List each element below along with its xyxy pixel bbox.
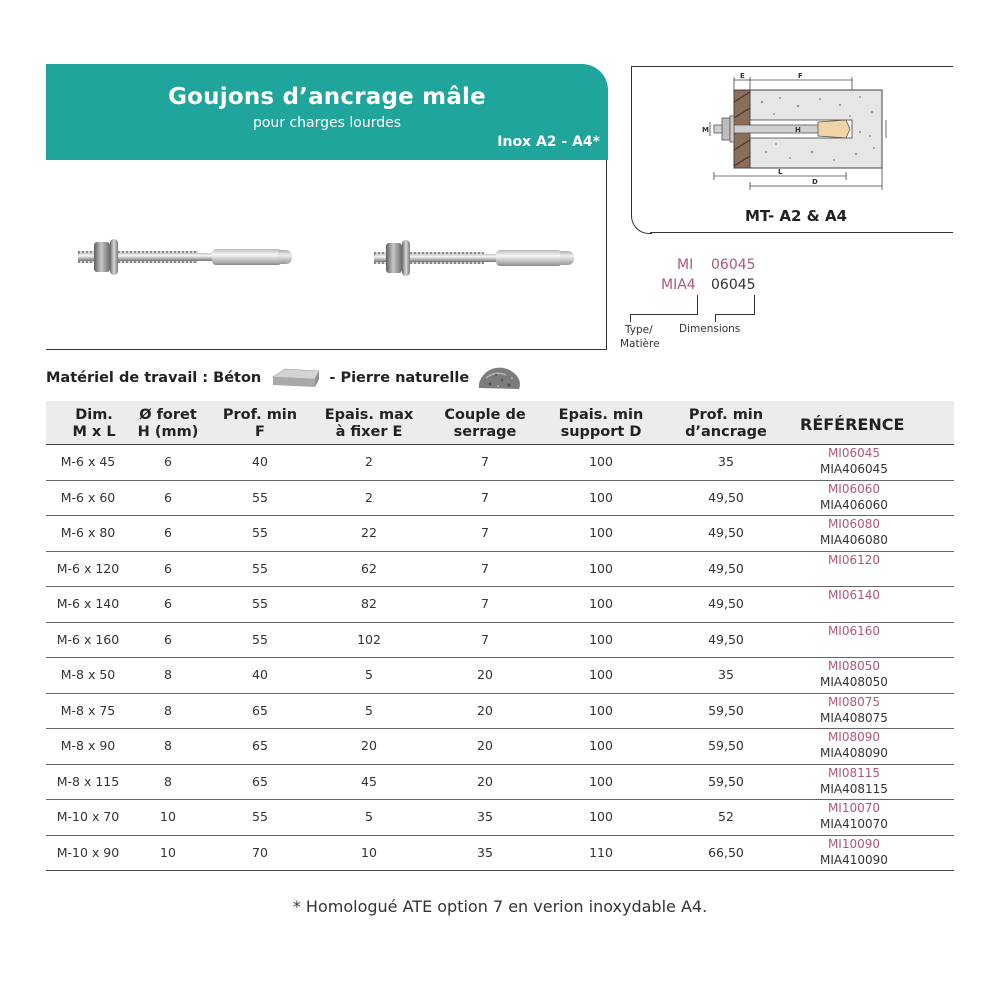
cell-epais-min: 100 [589,560,613,576]
reference-a2: MI06080 [827,517,881,531]
cell-epais-min: 100 [589,809,613,824]
cell-foret: 8 [164,667,172,682]
page-title: Goujons d’ancrage mâle [168,84,486,110]
cell-prof-ancrage: 49,50 [708,596,744,611]
svg-text:F: F [798,72,803,80]
cell-reference [784,481,924,516]
table-row [46,445,954,481]
product-table [46,401,954,871]
reference-a4: MIA406045 [820,462,888,476]
concrete-slab-icon [269,367,321,389]
cell-couple: 20 [477,702,493,718]
cell-prof-min: 70 [252,844,268,860]
cell-epais-max: 2 [365,489,373,505]
cell-prof-ancrage: 35 [718,454,734,469]
cell-prof-min: 55 [252,525,268,540]
cell-reference [784,623,924,658]
cell-couple: 7 [481,489,489,505]
cell-epais-min: 100 [589,596,613,611]
cell-couple: 20 [477,667,493,682]
cell-reference [784,765,924,800]
col-header-prof-min: Prof. min F [222,407,298,440]
table-row [46,800,954,836]
cell-foret: 8 [164,773,172,789]
installation-diagram [700,72,890,197]
table-row [46,765,954,801]
cell-couple: 20 [477,738,493,753]
table-row [46,587,954,623]
diagram-caption: MT- A2 & A4 [744,207,848,225]
svg-text:M: M [702,126,709,134]
cell-foret: 6 [164,596,172,611]
cell-couple: 35 [477,844,493,860]
table-row [46,836,954,872]
cell-dim: M-8 x 50 [60,667,116,682]
svg-text:D: D [812,178,818,186]
cell-prof-ancrage: 35 [718,667,734,682]
anchor-bolt-image [374,243,574,273]
cell-couple: 7 [481,454,489,469]
cell-epais-min: 100 [589,738,613,753]
cell-reference [784,836,924,871]
cell-prof-min: 55 [252,560,268,576]
anchor-bolt-image [78,242,292,272]
cell-prof-ancrage: 49,50 [708,489,744,505]
cell-epais-max: 20 [361,738,377,753]
cell-dim: M-6 x 140 [56,596,120,611]
cell-couple: 20 [477,773,493,789]
stone-label: - Pierre naturelle [329,370,470,386]
cell-dim: M-10 x 90 [56,844,120,860]
cell-prof-min: 40 [252,454,268,469]
cell-reference [784,445,924,480]
svg-text:E: E [740,72,745,80]
table-body [46,445,954,871]
footnote: * Homologué ATE option 7 en verion inoxydable A4. [292,897,708,916]
work-material [46,364,522,386]
table-row [46,516,954,552]
cell-reference [784,587,924,622]
cell-epais-max: 10 [361,844,377,860]
divider [631,214,652,234]
reference-a4: MIA408115 [820,781,888,796]
cell-prof-ancrage: 49,50 [708,631,744,647]
page-subtitle: pour charges lourdes [252,115,402,131]
cell-dim: M-6 x 45 [60,454,116,469]
reference-a2: MI06060 [827,481,881,496]
cell-foret: 8 [164,702,172,718]
cell-dim: M-8 x 115 [56,773,120,789]
cell-prof-min: 55 [252,596,268,611]
cell-epais-max: 45 [361,773,377,789]
cell-couple: 7 [481,631,489,647]
cell-prof-ancrage: 66,50 [708,844,744,860]
cell-couple: 35 [477,809,493,824]
cell-prof-min: 55 [252,631,268,647]
cell-reference [784,658,924,693]
legend-dim-1: 06045 [711,257,756,273]
col-header-foret: Ø foret H (mm) [137,407,199,440]
col-header-epais-max: Epais. max à fixer E [324,407,414,440]
reference-a4: MIA410070 [820,817,888,831]
cell-couple: 7 [481,560,489,576]
divider [650,232,953,233]
table-header [46,401,954,445]
cell-epais-min: 100 [589,667,613,682]
svg-text:H: H [795,126,801,134]
cell-epais-max: 22 [361,525,377,540]
cell-prof-ancrage: 52 [718,809,734,824]
reference-a2: MI08090 [827,730,881,744]
cell-epais-min: 100 [589,631,613,647]
reference-a2: MI06140 [827,588,881,602]
reference-legend [610,254,770,354]
divider [46,349,607,350]
reference-a2: MI10090 [827,836,881,851]
cell-epais-min: 100 [589,525,613,540]
cell-epais-min: 110 [589,844,613,860]
table-row [46,729,954,765]
table-row [46,658,954,694]
col-header-reference: RÉFÉRENCE [800,415,905,434]
cell-foret: 6 [164,525,172,540]
cell-epais-max: 5 [365,809,373,824]
svg-text:L: L [778,168,783,176]
cell-epais-max: 2 [365,454,373,469]
table-row [46,694,954,730]
reference-a4: MIA410090 [820,852,888,867]
reference-a4: MIA408090 [820,746,888,760]
cell-prof-ancrage: 59,50 [708,738,744,753]
cell-dim: M-6 x 120 [56,560,120,576]
reference-a2: MI06160 [827,623,881,638]
cell-dim: M-6 x 160 [56,631,120,647]
cell-foret: 10 [160,844,176,860]
table-row [46,552,954,588]
cell-prof-min: 55 [252,489,268,505]
cell-epais-max: 5 [365,667,373,682]
cell-reference [784,552,924,587]
reference-a2: MI06120 [827,552,881,567]
cell-prof-min: 55 [252,809,268,824]
reference-a2: MI08075 [827,694,881,709]
cell-foret: 6 [164,454,172,469]
reference-a4: MIA406080 [820,533,888,547]
cell-epais-min: 100 [589,489,613,505]
table-row [46,623,954,659]
cell-prof-min: 65 [252,773,268,789]
cell-epais-max: 62 [361,560,377,576]
divider [631,66,632,216]
cell-prof-min: 65 [252,702,268,718]
cell-reference [784,729,924,764]
legend-type-2: MIA4 [661,277,696,293]
cell-couple: 7 [481,525,489,540]
reference-a4: MIA408050 [820,675,888,689]
col-header-couple: Couple de serrage [444,407,526,440]
cell-epais-min: 100 [589,702,613,718]
cell-prof-min: 65 [252,738,268,753]
cell-prof-min: 40 [252,667,268,682]
divider [631,66,953,67]
header-banner [46,64,608,160]
material-label: Matériel de travail : Béton [46,370,262,386]
table-row [46,481,954,517]
cell-epais-max: 5 [365,702,373,718]
cell-dim: M-10 x 70 [56,809,120,824]
cell-foret: 6 [164,489,172,505]
cell-epais-max: 82 [361,596,377,611]
legend-type-label: Type/ [625,324,653,336]
natural-stone-icon [476,364,522,392]
reference-a2: MI10070 [827,801,881,815]
legend-material-label: Matière [620,338,660,350]
cell-epais-min: 100 [589,454,613,469]
reference-a4: MIA408075 [820,710,888,725]
material-grade: Inox A2 - A4* [497,134,600,150]
reference-a4: MIA406060 [820,497,888,512]
cell-foret: 6 [164,631,172,647]
col-header-epais-min: Epais. min support D [558,407,644,440]
cell-prof-ancrage: 59,50 [708,702,744,718]
cell-dim: M-6 x 60 [60,489,116,505]
cell-dim: M-6 x 80 [60,525,116,540]
cell-foret: 10 [160,809,176,824]
cell-prof-ancrage: 49,50 [708,525,744,540]
cell-epais-min: 100 [589,773,613,789]
cell-prof-ancrage: 59,50 [708,773,744,789]
cell-reference [784,516,924,551]
reference-a2: MI06045 [827,446,881,460]
reference-a2: MI08115 [827,765,881,780]
cell-reference [784,694,924,729]
cell-prof-ancrage: 49,50 [708,560,744,576]
divider [606,160,607,350]
cell-epais-max: 102 [357,631,381,647]
cell-foret: 6 [164,560,172,576]
legend-dimensions-label: Dimensions [679,323,741,335]
cell-dim: M-8 x 90 [60,738,116,753]
cell-reference [784,800,924,835]
legend-type-1: MI [677,257,694,273]
legend-dim-2: 06045 [711,277,756,293]
cell-dim: M-8 x 75 [60,702,116,718]
cell-foret: 8 [164,738,172,753]
cell-couple: 7 [481,596,489,611]
col-header-dim: Dim. M x L [72,407,116,440]
reference-a2: MI08050 [827,659,881,673]
col-header-prof-ancrage: Prof. min d’ancrage [685,407,767,440]
